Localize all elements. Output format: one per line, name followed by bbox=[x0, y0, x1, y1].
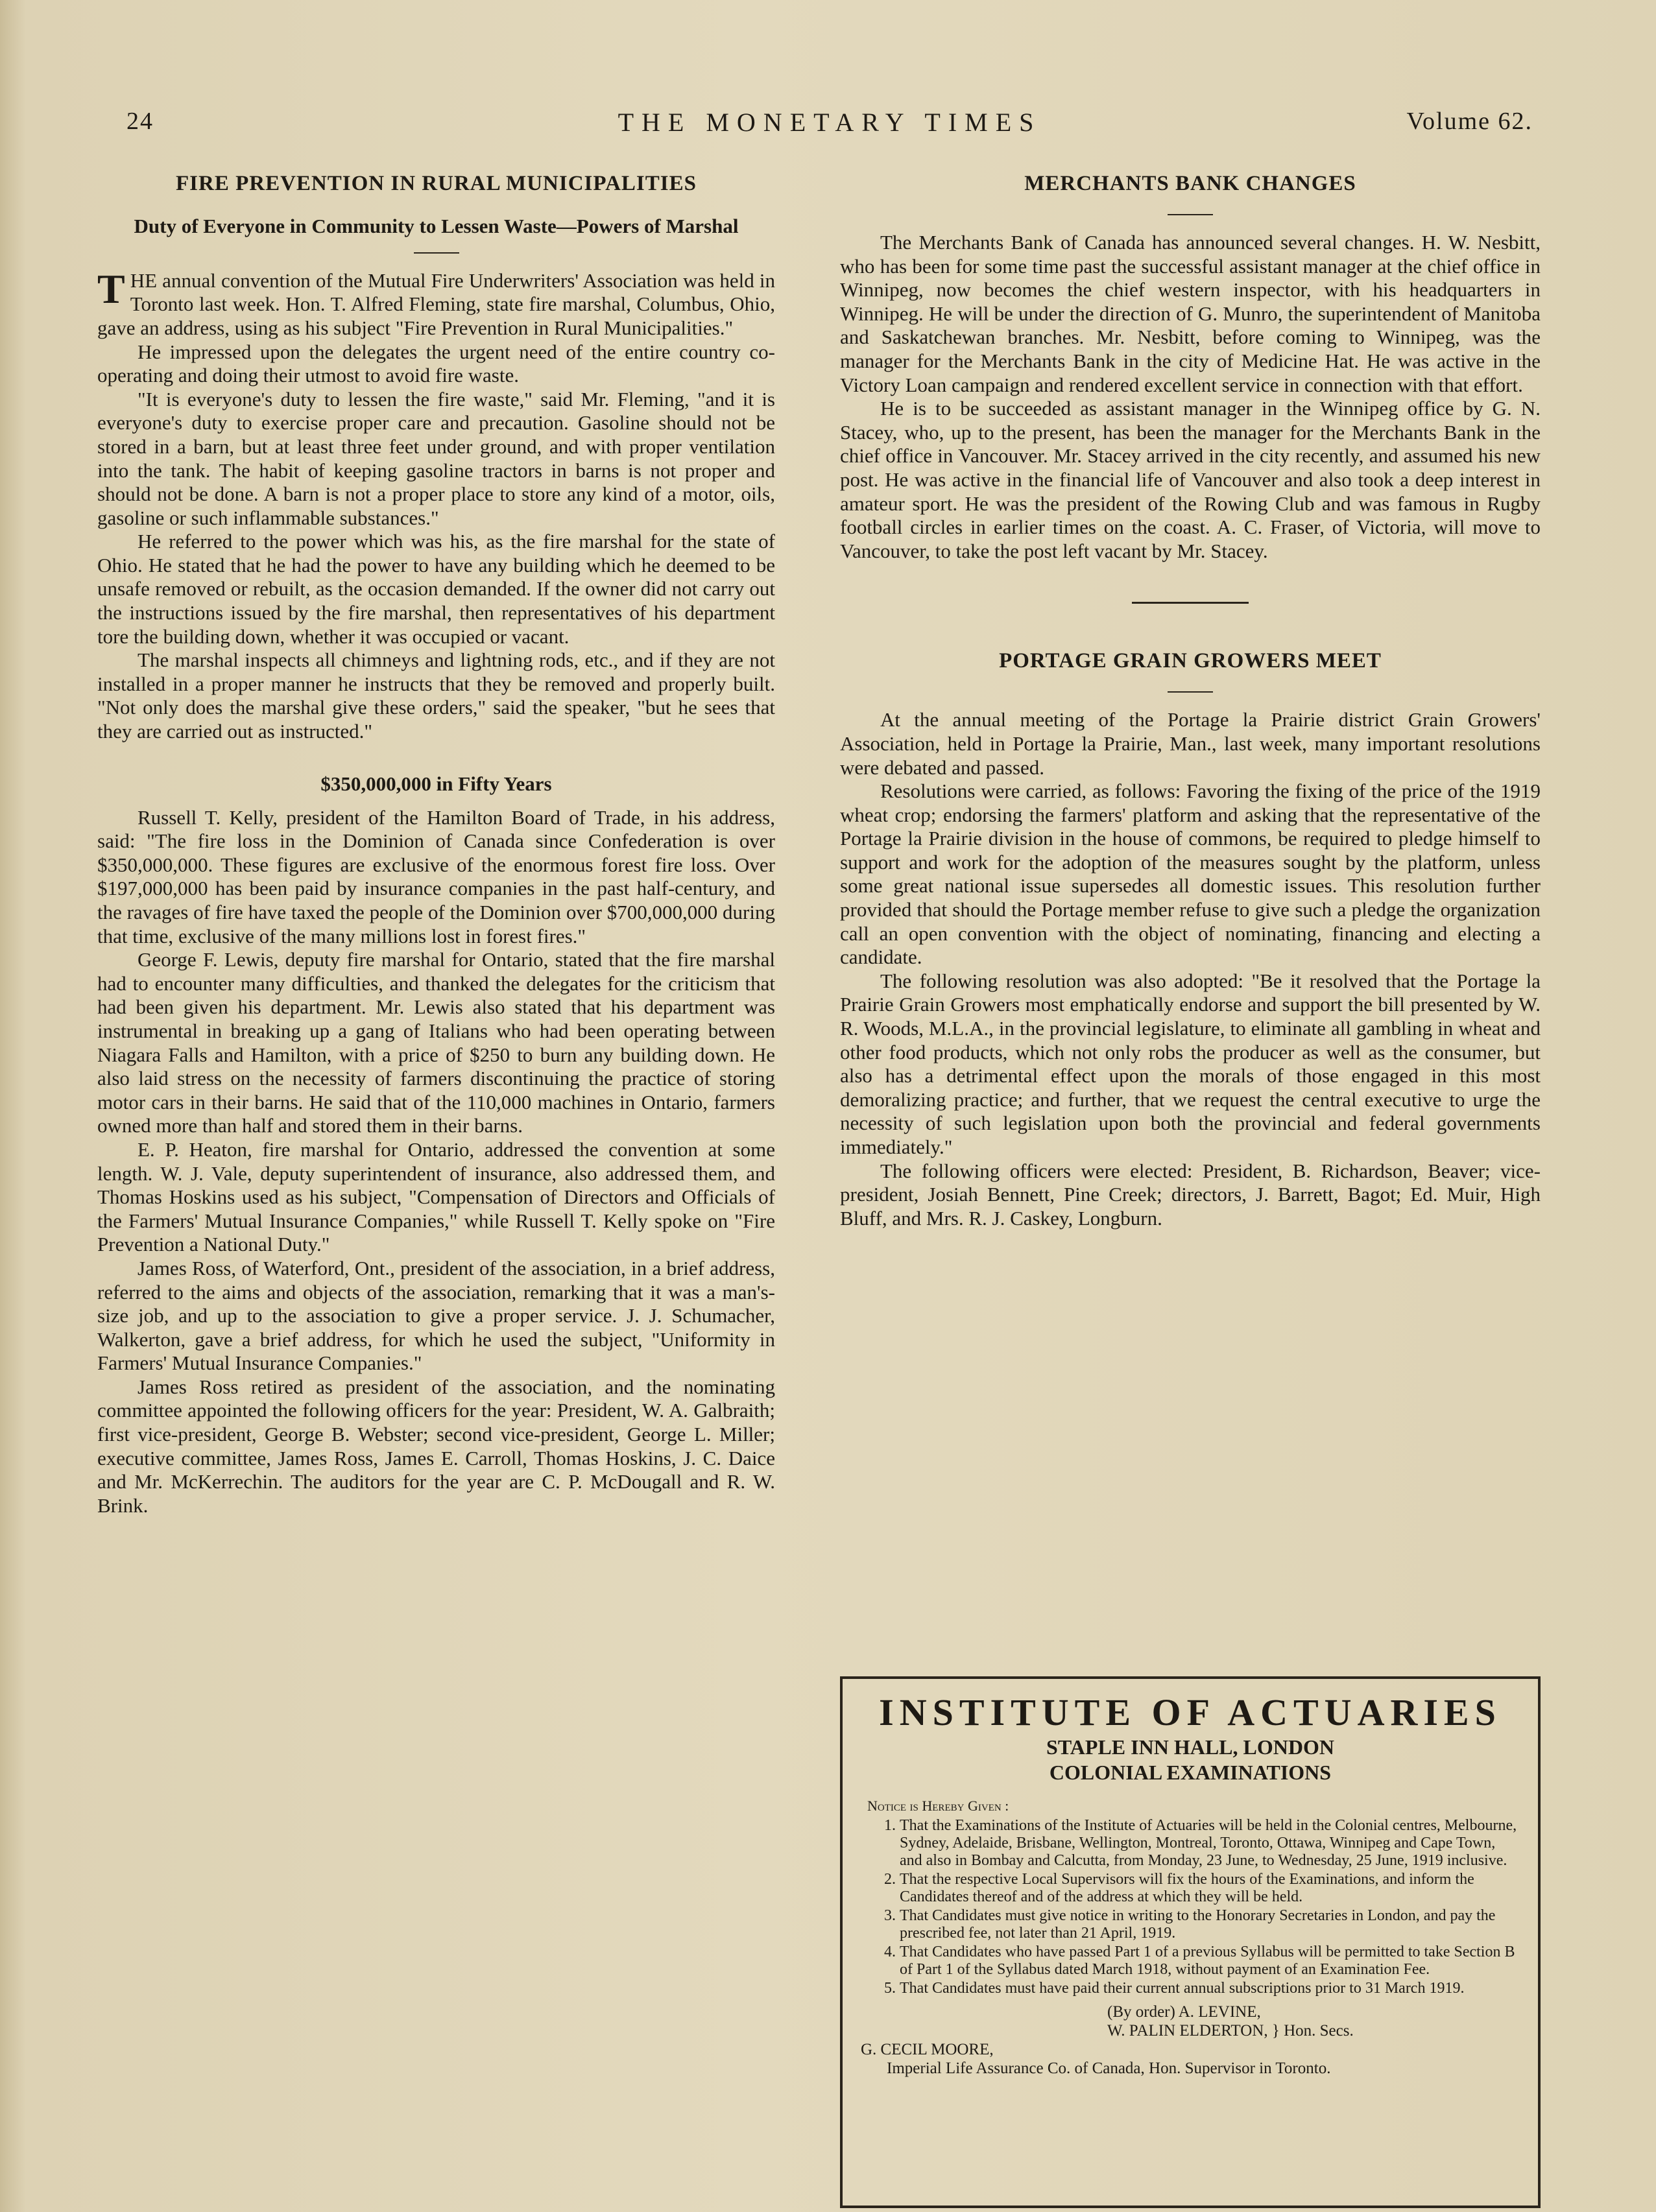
list-item: 2. That the respective Local Supervisors will fix the hours of the Examinations, and inform the Candidates thereof and of the address at which they will be held. bbox=[900, 1871, 1520, 1906]
supervisor-role: Imperial Life Assurance Co. of Canada, Hon. Supervisor in Toronto. bbox=[887, 2060, 1331, 2077]
article-title: MERCHANTS BANK CHANGES bbox=[1024, 172, 1356, 195]
paragraph: The Merchants Bank of Canada has announced several changes. H. W. Nesbitt, who has been for some time past the successful assistant manager at the chief office in Winnipeg, now becomes the chief western inspector, with his headquarters in Winnipeg. He will be under the direction of G. Munro, the superintendent of Manitoba and Saskatchewan branches. Mr. Nesbitt, before coming to Winnipeg, was the manager for the Merchants Bank in the city of Medicine Hat. He was active in the Victory Loan campaign and rendered excellent service in connection with that effort. bbox=[840, 231, 1541, 396]
list-item: 1. That the Examinations of the Institute of Actuaries will be held in the Colonial centres, Melbourne, Sydney, Adelaide, Brisbane, Wellington, Montreal, Toronto, Ottawa, Winnipeg and Cape Town, and also in Bombay and Calcutta, from Monday, 23 June, to Wednesday, 25 June, 1919 inclusive. bbox=[900, 1817, 1520, 1870]
ad-title: INSTITUTE OF ACTUARIES bbox=[879, 1691, 1502, 1733]
page-header bbox=[126, 107, 1533, 146]
paragraph: He is to be succeeded as assistant manager in the Winnipeg office by G. N. Stacey, who, up to the present, has been the manager for the Merchants Bank in the chief office in Vancouver. Mr. Stacey arrived in the city recently, and assumed his new post. He was active in the financial life of Vancouver and also took a deep interest in amateur sport. He was the president of the Rowing Club and was famous in Rugby football circles in earlier times on the coast. A. C. Fraser, of Victoria, will move to Vancouver, to take the post left vacant by Mr. Stacey. bbox=[840, 397, 1541, 562]
signature-line bbox=[861, 2003, 1520, 2021]
paragraph: Resolutions were carried, as follows: Favoring the fixing of the price of the 1919 wheat crop; endorsing the farmers' platform and asking that the representative of the Portage la Prairie division in the house of commons, be required to pledge himself to support and work for the adoption of the measures sought by the platform, unless some great national issue supersedes all domestic issues. This resolution further provided that should the Portage member refuse to give such a pledge the organization call an open convention with the object of nominating, financing and electing a candidate. bbox=[840, 779, 1541, 969]
list-item: 4. That Candidates who have passed Part 1 of a previous Syllabus will be permitted to take Section B of Part 1 of the Syllabus dated March 1918, without payment of an Examination Fee. bbox=[900, 1944, 1520, 1979]
paragraph: James Ross, of Waterford, Ont., president of the association, in a brief address, referred to the aims and objects of the association, remarking that it was a man's-size job, and up to the association to give a proper service. J. J. Schumacher, Walkerton, gave a brief address, for which he used the subject, "Uniformity in Farmers' Mutual Insurance Companies." bbox=[97, 1256, 775, 1375]
advertisement-box bbox=[840, 1676, 1541, 2208]
article-title: FIRE PREVENTION IN RURAL MUNICIPALITIES bbox=[176, 172, 697, 195]
paragraph: The marshal inspects all chimneys and lightning rods, etc., and if they are not installed in a proper manner he instructs that they be removed and properly built. "Not only does the marshal give these orders," said the speaker, "but he sees that they are carried out as instructed." bbox=[97, 648, 775, 743]
list-item: 3. That Candidates must give notice in writing to the Honorary Secretaries in London, and pay the prescribed fee, not later than 21 April, 1919. bbox=[900, 1907, 1520, 1942]
divider bbox=[1168, 214, 1213, 215]
divider bbox=[414, 252, 459, 254]
signatory-role: } Hon. Secs. bbox=[1271, 2022, 1354, 2040]
ad-exams: COLONIAL EXAMINATIONS bbox=[1049, 1761, 1332, 1784]
paragraph: At the annual meeting of the Portage la Prairie district Grain Growers' Association, held in Portage la Prairie, Man., last week, many important resolutions were debated and passed. bbox=[840, 708, 1541, 779]
ad-list bbox=[861, 1817, 1520, 1997]
ad-location: STAPLE INN HALL, LONDON bbox=[1046, 1735, 1334, 1759]
right-column bbox=[840, 172, 1541, 1230]
divider bbox=[1168, 691, 1213, 693]
article-title: PORTAGE GRAIN GROWERS MEET bbox=[999, 649, 1382, 673]
page-number: 24 bbox=[126, 108, 154, 135]
paragraph: E. P. Heaton, fire marshal for Ontario, addressed the convention at some length. W. J. Vale, deputy superintendent of insurance, also addressed them, and Thomas Hoskins used as his subject, "Compensation of Directors and Officials of the Farmers' Mutual Insurance Companies," while Russell T. Kelly spoke on "Fire Prevention a National Duty." bbox=[97, 1137, 775, 1256]
by-order: (By order) A. LEVINE, bbox=[1107, 2003, 1261, 2021]
paragraph: The following resolution was also adopted: "Be it resolved that the Portage la Prairie Grain Growers most emphatically endorse and support the bill presented by W. R. Woods, M.L.A., in the provincial legislature, to eliminate all gambling in wheat and other food products, which not only robs the producer as well as the consumer, but also has a detrimental effect upon the morals of those engaged in this most demoralizing practice; and further, that we request the central executive to urge the necessity of such legislation upon both the provincial and federal governments immediately." bbox=[840, 969, 1541, 1158]
left-column bbox=[97, 172, 775, 1517]
section-heading: $350,000,000 in Fifty Years bbox=[320, 772, 552, 795]
paragraph: "It is everyone's duty to lessen the fire waste," said Mr. Fleming, "and it is everyone's duty to exercise proper care and precaution. Gasoline should not be stored in a barn, but at least three feet under ground, and with proper ventilation into the tank. The habit of keeping gasoline tractors in barns is not proper and should not be done. A barn is not a proper place to store any kind of a motor, oils, gasoline or such inflammable substances." bbox=[97, 387, 775, 529]
section-divider bbox=[1132, 602, 1249, 604]
signature-line bbox=[861, 2021, 1520, 2040]
publication-title: THE MONETARY TIMES bbox=[618, 108, 1042, 137]
paragraph: The following officers were elected: President, B. Richardson, Beaver; vice-president, Josiah Bennett, Pine Creek; directors, J. Barrett, Bagot; Ed. Muir, High Bluff, and Mrs. R. J. Caskey, Longburn. bbox=[840, 1159, 1541, 1230]
list-item: 5. That Candidates must have paid their current annual subscriptions prior to 31 March 1919. bbox=[900, 1980, 1520, 1997]
supervisor-name: G. CECIL MOORE, bbox=[861, 2041, 994, 2058]
paragraph: He referred to the power which was his, as the fire marshal for the state of Ohio. He stated that he had the power to have any building which he deemed to be unsafe removed or rebuilt, as the occasion demanded. If the owner did not carry out the instructions issued by the fire marshal, then representatives of his department tore the building down, whether it was occupied or vacant. bbox=[97, 530, 775, 648]
signatory: W. PALIN ELDERTON, bbox=[1107, 2022, 1268, 2040]
volume-label: Volume 62. bbox=[1406, 108, 1533, 135]
paragraph: He impressed upon the delegates the urgent need of the entire country co-operating and doing their utmost to avoid fire waste. bbox=[97, 340, 775, 387]
paragraph-text: HE annual convention of the Mutual Fire Underwriters' Association was held in Toronto last week. Hon. T. Alfred Fleming, state fire marshal, Columbus, Ohio, gave an address, using as his subject "Fire Prevention in Rural Municipalities." bbox=[97, 268, 775, 339]
drop-cap: T bbox=[97, 265, 125, 312]
ad-signature bbox=[861, 2003, 1520, 2078]
paragraph: George F. Lewis, deputy fire marshal for Ontario, stated that the fire marshal had to encounter many difficulties, and thanked the delegates for the criticism that had been given his department. Mr. Lewis also stated that his department was instrumental in breaking up a gang of Italians who had been operating between Niagara Falls and Hamilton, with a price of $250 to burn any building down. He also laid stress on the necessity of farmers discontinuing the practice of storing motor cars in their barns. He said that of the 110,000 machines in Ontario, farmers owned more than half and stored them in their barns. bbox=[97, 948, 775, 1137]
paragraph bbox=[97, 265, 775, 340]
paragraph: James Ross retired as president of the association, and the nominating committee appointed the following officers for the year: President, W. A. Galbraith; first vice-president, George B. Webster; second vice-president, George L. Miller; executive committee, James Ross, James E. Carroll, Thomas Hoskins, J. C. Daice and Mr. McKerrechin. The auditors for the year are C. P. McDougall and R. W. Brink. bbox=[97, 1375, 775, 1517]
paragraph: Russell T. Kelly, president of the Hamilton Board of Trade, in his address, said: "The fire loss in the Dominion of Canada since Confederation is over $350,000,000. These figures are exclusive of the enormous forest fire loss. Over $197,000,000 has been paid by insurance companies in the past half-century, and the ravages of fire have taxed the people of the Dominion over $700,000,000 during that time, exclusive of the many millions lost in forest fires." bbox=[97, 805, 775, 947]
ad-notice: Notice is Hereby Given : bbox=[867, 1798, 1009, 1814]
article-subtitle: Duty of Everyone in Community to Lessen Waste—Powers of Marshal bbox=[134, 215, 739, 237]
